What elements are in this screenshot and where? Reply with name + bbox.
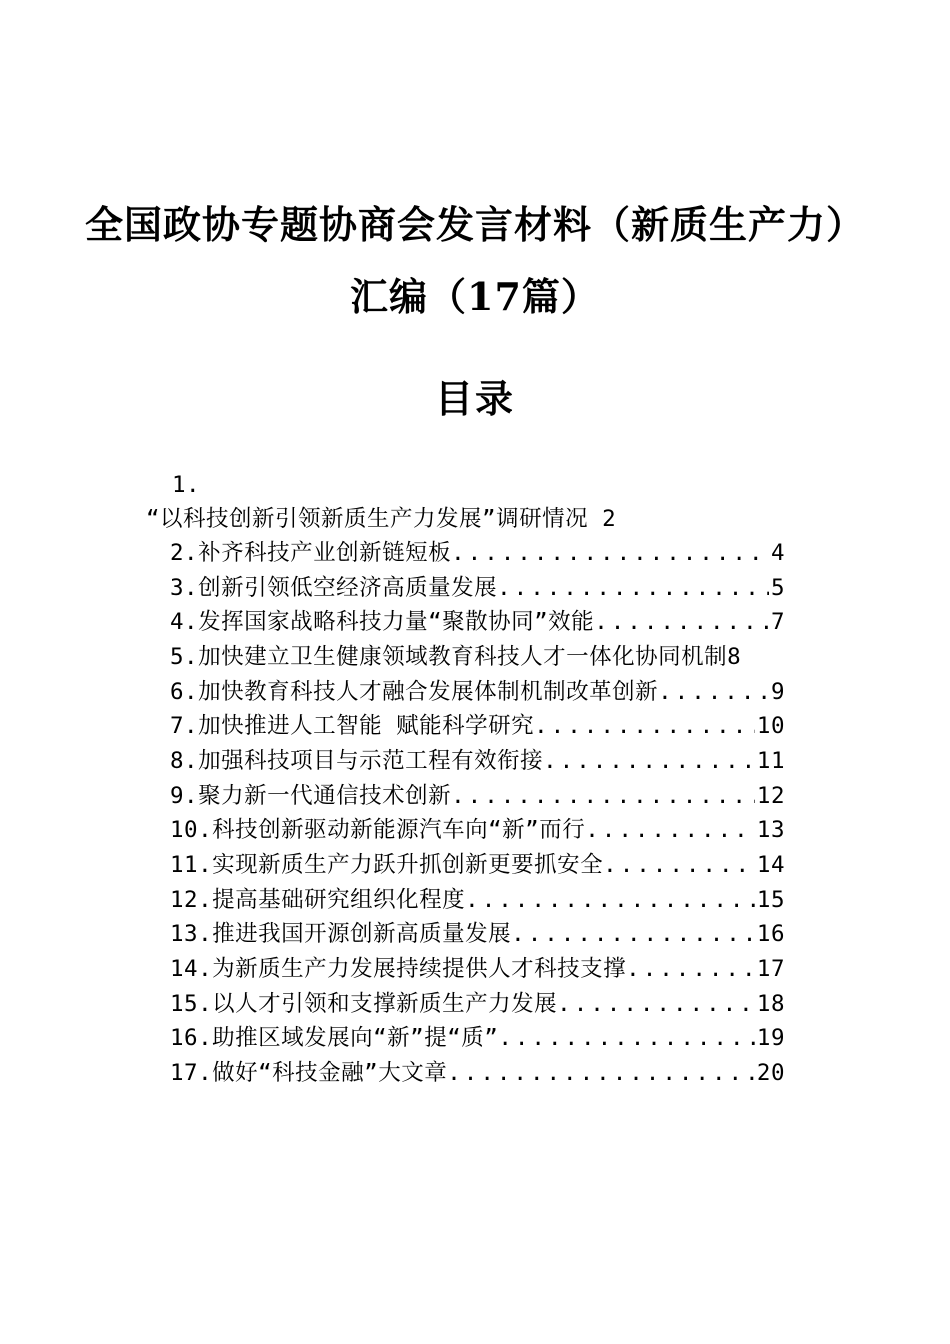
toc-entry-page: 10	[756, 713, 785, 739]
toc-entry-title: 创新引领低空经济高质量发展	[198, 575, 498, 601]
toc-entry-number: 14.	[170, 956, 213, 982]
toc-entry-page: 13	[756, 817, 785, 843]
toc-entry-1-number[interactable]: 1.	[172, 472, 201, 498]
toc-entry[interactable]	[170, 677, 785, 707]
toc-entry-title: 以人才引领和支撑新质生产力发展	[212, 991, 558, 1017]
toc-entry[interactable]	[170, 642, 785, 672]
toc-leader-dots	[585, 815, 755, 845]
toc-heading: 目录	[434, 376, 515, 421]
toc-entry-number: 16.	[170, 1025, 213, 1051]
toc-entry-number: 11.	[170, 852, 213, 878]
document-title-line-1: 全国政协专题协商会发言材料（新质生产力）	[84, 202, 865, 247]
toc-entry-title: 聚力新一代通信技术创新	[198, 783, 452, 809]
toc-leader-dots	[603, 850, 755, 880]
toc-entry-page: 15	[756, 887, 785, 913]
toc-entry-number: 8.	[170, 748, 199, 774]
toc-entry-page: 8	[727, 644, 742, 670]
toc-entry-number: 4.	[170, 609, 199, 635]
toc-entry-page: 16	[756, 921, 785, 947]
toc-entry-title: 加快建立卫生健康领域教育科技人才一体化协同机制	[198, 644, 728, 670]
toc-entry-number: 13.	[170, 921, 213, 947]
toc-entry-title: 做好“科技金融”大文章	[212, 1060, 448, 1086]
toc-entry-number: 15.	[170, 991, 213, 1017]
toc-entry-title: 实现新质生产力跃升抓创新更要抓安全	[212, 852, 604, 878]
toc-entry-number: 7.	[170, 713, 199, 739]
toc-entry-title: 助推区域发展向“新”提“质”	[212, 1025, 499, 1051]
toc-entry[interactable]	[170, 746, 785, 776]
toc-entry-page: 17	[756, 956, 785, 982]
toc-entry-title: 提高基础研究组织化程度	[212, 887, 466, 913]
toc-entry-number: 6.	[170, 679, 199, 705]
toc-leader-dots	[451, 781, 755, 811]
toc-entry-page: 12	[756, 783, 785, 809]
toc-entry[interactable]	[170, 538, 785, 568]
toc-entry-title: 为新质生产力发展持续提供人才科技支撑	[212, 956, 627, 982]
toc-leader-dots	[534, 711, 755, 741]
toc-entry-number: 5.	[170, 644, 199, 670]
toc-leader-dots	[543, 746, 755, 776]
toc-entry[interactable]	[170, 573, 785, 603]
document-title-line-2: 汇编（17篇）	[350, 274, 600, 319]
toc-entry[interactable]	[170, 954, 785, 984]
toc-entry-page: 14	[756, 852, 785, 878]
toc-entry-page: 5	[770, 575, 785, 601]
toc-entry-page: 11	[756, 748, 785, 774]
toc-entry-number: 10.	[170, 817, 213, 843]
toc-entry-1-title[interactable]: “以科技创新引领新质生产力发展”调研情况 2	[146, 506, 617, 532]
toc-leader-dots	[451, 538, 769, 568]
toc-leader-dots	[594, 607, 769, 637]
toc-entry-page: 4	[770, 540, 785, 566]
toc-entry-page: 9	[770, 679, 785, 705]
toc-leader-dots	[626, 954, 755, 984]
toc-leader-dots	[498, 1023, 755, 1053]
toc-entry-title: 推进我国开源创新高质量发展	[212, 921, 512, 947]
toc-leader-dots	[465, 885, 755, 915]
toc-entry-title: 补齐科技产业创新链短板	[198, 540, 452, 566]
toc-entry-number: 2.	[170, 540, 199, 566]
toc-entry-title: 加快教育科技人才融合发展体制机制改革创新	[198, 679, 659, 705]
toc-entry[interactable]	[170, 815, 785, 845]
toc-entry-page: 20	[756, 1060, 785, 1086]
toc-leader-dots	[557, 989, 755, 1019]
toc-leader-dots	[447, 1058, 755, 1088]
toc-entry-title: 发挥国家战略科技力量“聚散协同”效能	[198, 609, 595, 635]
toc-entry-number: 17.	[170, 1060, 213, 1086]
toc-leader-dots	[497, 573, 769, 603]
toc-entry[interactable]	[170, 1058, 785, 1088]
toc-entry-title: 科技创新驱动新能源汽车向“新”而行	[212, 817, 586, 843]
toc-entry[interactable]	[170, 781, 785, 811]
toc-entry[interactable]	[170, 919, 785, 949]
toc-entry[interactable]	[170, 989, 785, 1019]
toc-entry-page: 18	[756, 991, 785, 1017]
toc-entry[interactable]	[170, 885, 785, 915]
toc-entry-title: 加强科技项目与示范工程有效衔接	[198, 748, 544, 774]
toc-entry-number: 12.	[170, 887, 213, 913]
toc-leader-dots	[511, 919, 755, 949]
toc-entry[interactable]	[170, 607, 785, 637]
toc-entry-page: 7	[770, 609, 785, 635]
toc-entry[interactable]	[170, 850, 785, 880]
toc-entry[interactable]	[170, 711, 785, 741]
toc-entry-number: 9.	[170, 783, 199, 809]
toc-leader-dots	[658, 677, 769, 707]
toc-entry-number: 3.	[170, 575, 199, 601]
toc-entry-title: 加快推进人工智能 赋能科学研究	[198, 713, 535, 739]
toc-entry-page: 19	[756, 1025, 785, 1051]
toc-entry[interactable]	[170, 1023, 785, 1053]
